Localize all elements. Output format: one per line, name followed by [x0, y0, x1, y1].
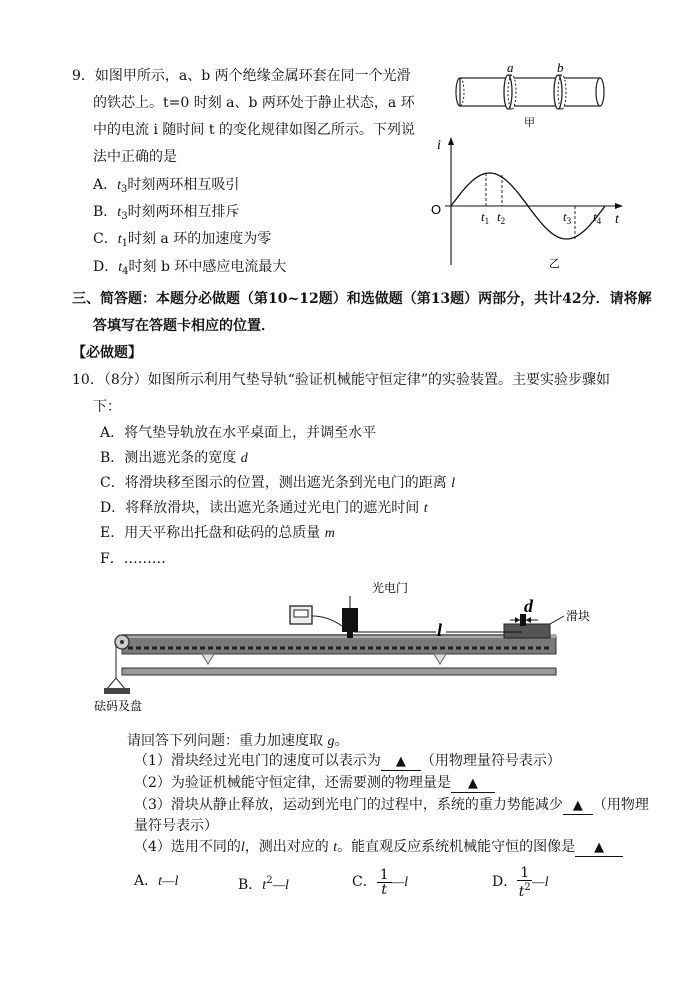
- q10-step-e: E．用天平称出托盘和砝码的总质量 m: [100, 525, 335, 541]
- label-a: a: [507, 60, 514, 75]
- q10-step-d: D．将释放滑块，读出遮光条通过光电门的遮光时间 t: [100, 500, 428, 516]
- l-label: l: [437, 620, 443, 640]
- q10-choice-c[interactable]: C． $\frac{1}{t}$ —l: [352, 866, 408, 898]
- air-track-figure: [92, 576, 612, 716]
- answer-blank-1[interactable]: ▲: [381, 754, 421, 771]
- answer-blank-3[interactable]: ▲: [563, 798, 593, 815]
- q10-sub-2: （2）为验证机械能守恒定律，还需要测的物理量是 ▲: [134, 774, 495, 793]
- axis-i-label: i: [437, 138, 441, 153]
- axis-t-label: t: [615, 212, 619, 227]
- q10-step-c: C．将滑块移至图示的位置，测出遮光条到光电门的距离 l: [100, 475, 456, 491]
- section3-line-1: 三、简答题：本题分必做题（第10~12题）和选做题（第13题）两部分，共计42分．请将解: [72, 291, 652, 307]
- q10-choice-a[interactable]: A．t—l: [134, 873, 179, 889]
- air-track: [122, 636, 556, 654]
- q9-option-d[interactable]: D．$t_4$时刻 b 环中感应电流最大: [93, 259, 287, 277]
- q10-sub-3: （3）滑块从静止释放，运动到光电门的过程中，系统的重力势能减少 ▲ （用物理: [134, 797, 649, 813]
- q9-stem-1: 如图甲所示，a、b 两个绝缘金属环套在同一个光滑: [94, 68, 411, 84]
- q10-step-a: A．将气垫导轨放在水平桌面上，并调至水平: [100, 425, 377, 441]
- t4-label: $t_4$: [593, 209, 602, 226]
- q9-option-b[interactable]: B．$t_3$时刻两环相互排斥: [93, 204, 240, 222]
- q10-prompt: 请回答下列问题：重力加速度取 g。: [127, 733, 349, 749]
- label-b: b: [557, 60, 564, 75]
- d-label: d: [524, 596, 533, 616]
- q9-line-1: [72, 67, 411, 85]
- q10-sub-3-line-2: 量符号表示）: [134, 818, 218, 834]
- figure-jia: [450, 58, 610, 130]
- q9-option-c[interactable]: C．$t_1$时刻 a 环的加速度为零: [93, 231, 272, 249]
- figure-yi: [425, 135, 625, 275]
- q9-stem-3: 中的电流 i 随时间 t 的变化规律如图乙所示。下列说: [93, 122, 415, 138]
- q10-line-2: 下：: [93, 399, 121, 415]
- q9-number: 9．: [72, 68, 95, 84]
- section3-line-2: 答填写在答题卡相应的位置．: [93, 318, 275, 334]
- answer-blank-4[interactable]: ▲: [575, 840, 623, 857]
- q10-line-1: 10．（8分）如图所示利用气垫导轨“验证机械能守恒定律”的实验装置。主要实验步骤如: [72, 372, 611, 388]
- origin-label: O: [431, 202, 442, 217]
- photogate: [342, 608, 358, 632]
- t2-label: $t_2$: [497, 209, 506, 226]
- slider-label: 滑块: [566, 609, 591, 623]
- q10-choice-d[interactable]: D． $\frac{1}{t^2}$ —l: [492, 864, 549, 900]
- caption-jia: 甲: [524, 116, 535, 129]
- t3-label: $t_3$: [563, 209, 572, 226]
- photogate-label: 光电门: [372, 581, 409, 595]
- q10-sub-4: （4）选用不同的l，测出对应的 t。能直观反应系统机械能守恒的图像是 ▲: [134, 838, 623, 857]
- q9-stem-4: 法中正确的是: [93, 149, 177, 165]
- q10-sub-1: （1）滑块经过光电门的速度可以表示为 ▲ （用物理量符号表示）: [134, 753, 561, 769]
- slider: [504, 624, 550, 638]
- answer-blank-2[interactable]: ▲: [451, 776, 495, 793]
- lower-rail: [122, 668, 556, 675]
- weight-tray: [104, 688, 130, 694]
- q10-step-f: F．………: [100, 551, 166, 567]
- q9-stem-2: 的铁芯上。t=0 时刻 a、b 两环处于静止状态，a 环: [93, 95, 415, 111]
- caption-yi: 乙: [549, 257, 560, 270]
- t1-label: $t_1$: [481, 209, 490, 226]
- q9-option-a[interactable]: A．$t_3$时刻两环相互吸引: [93, 177, 240, 195]
- weights-label: 砝码及盘: [94, 699, 143, 713]
- required-header: 【必做题】: [72, 345, 142, 361]
- q10-choice-b[interactable]: B．$t^2—l$: [238, 875, 289, 893]
- q10-step-b: B．测出遮光条的宽度 d: [100, 450, 248, 466]
